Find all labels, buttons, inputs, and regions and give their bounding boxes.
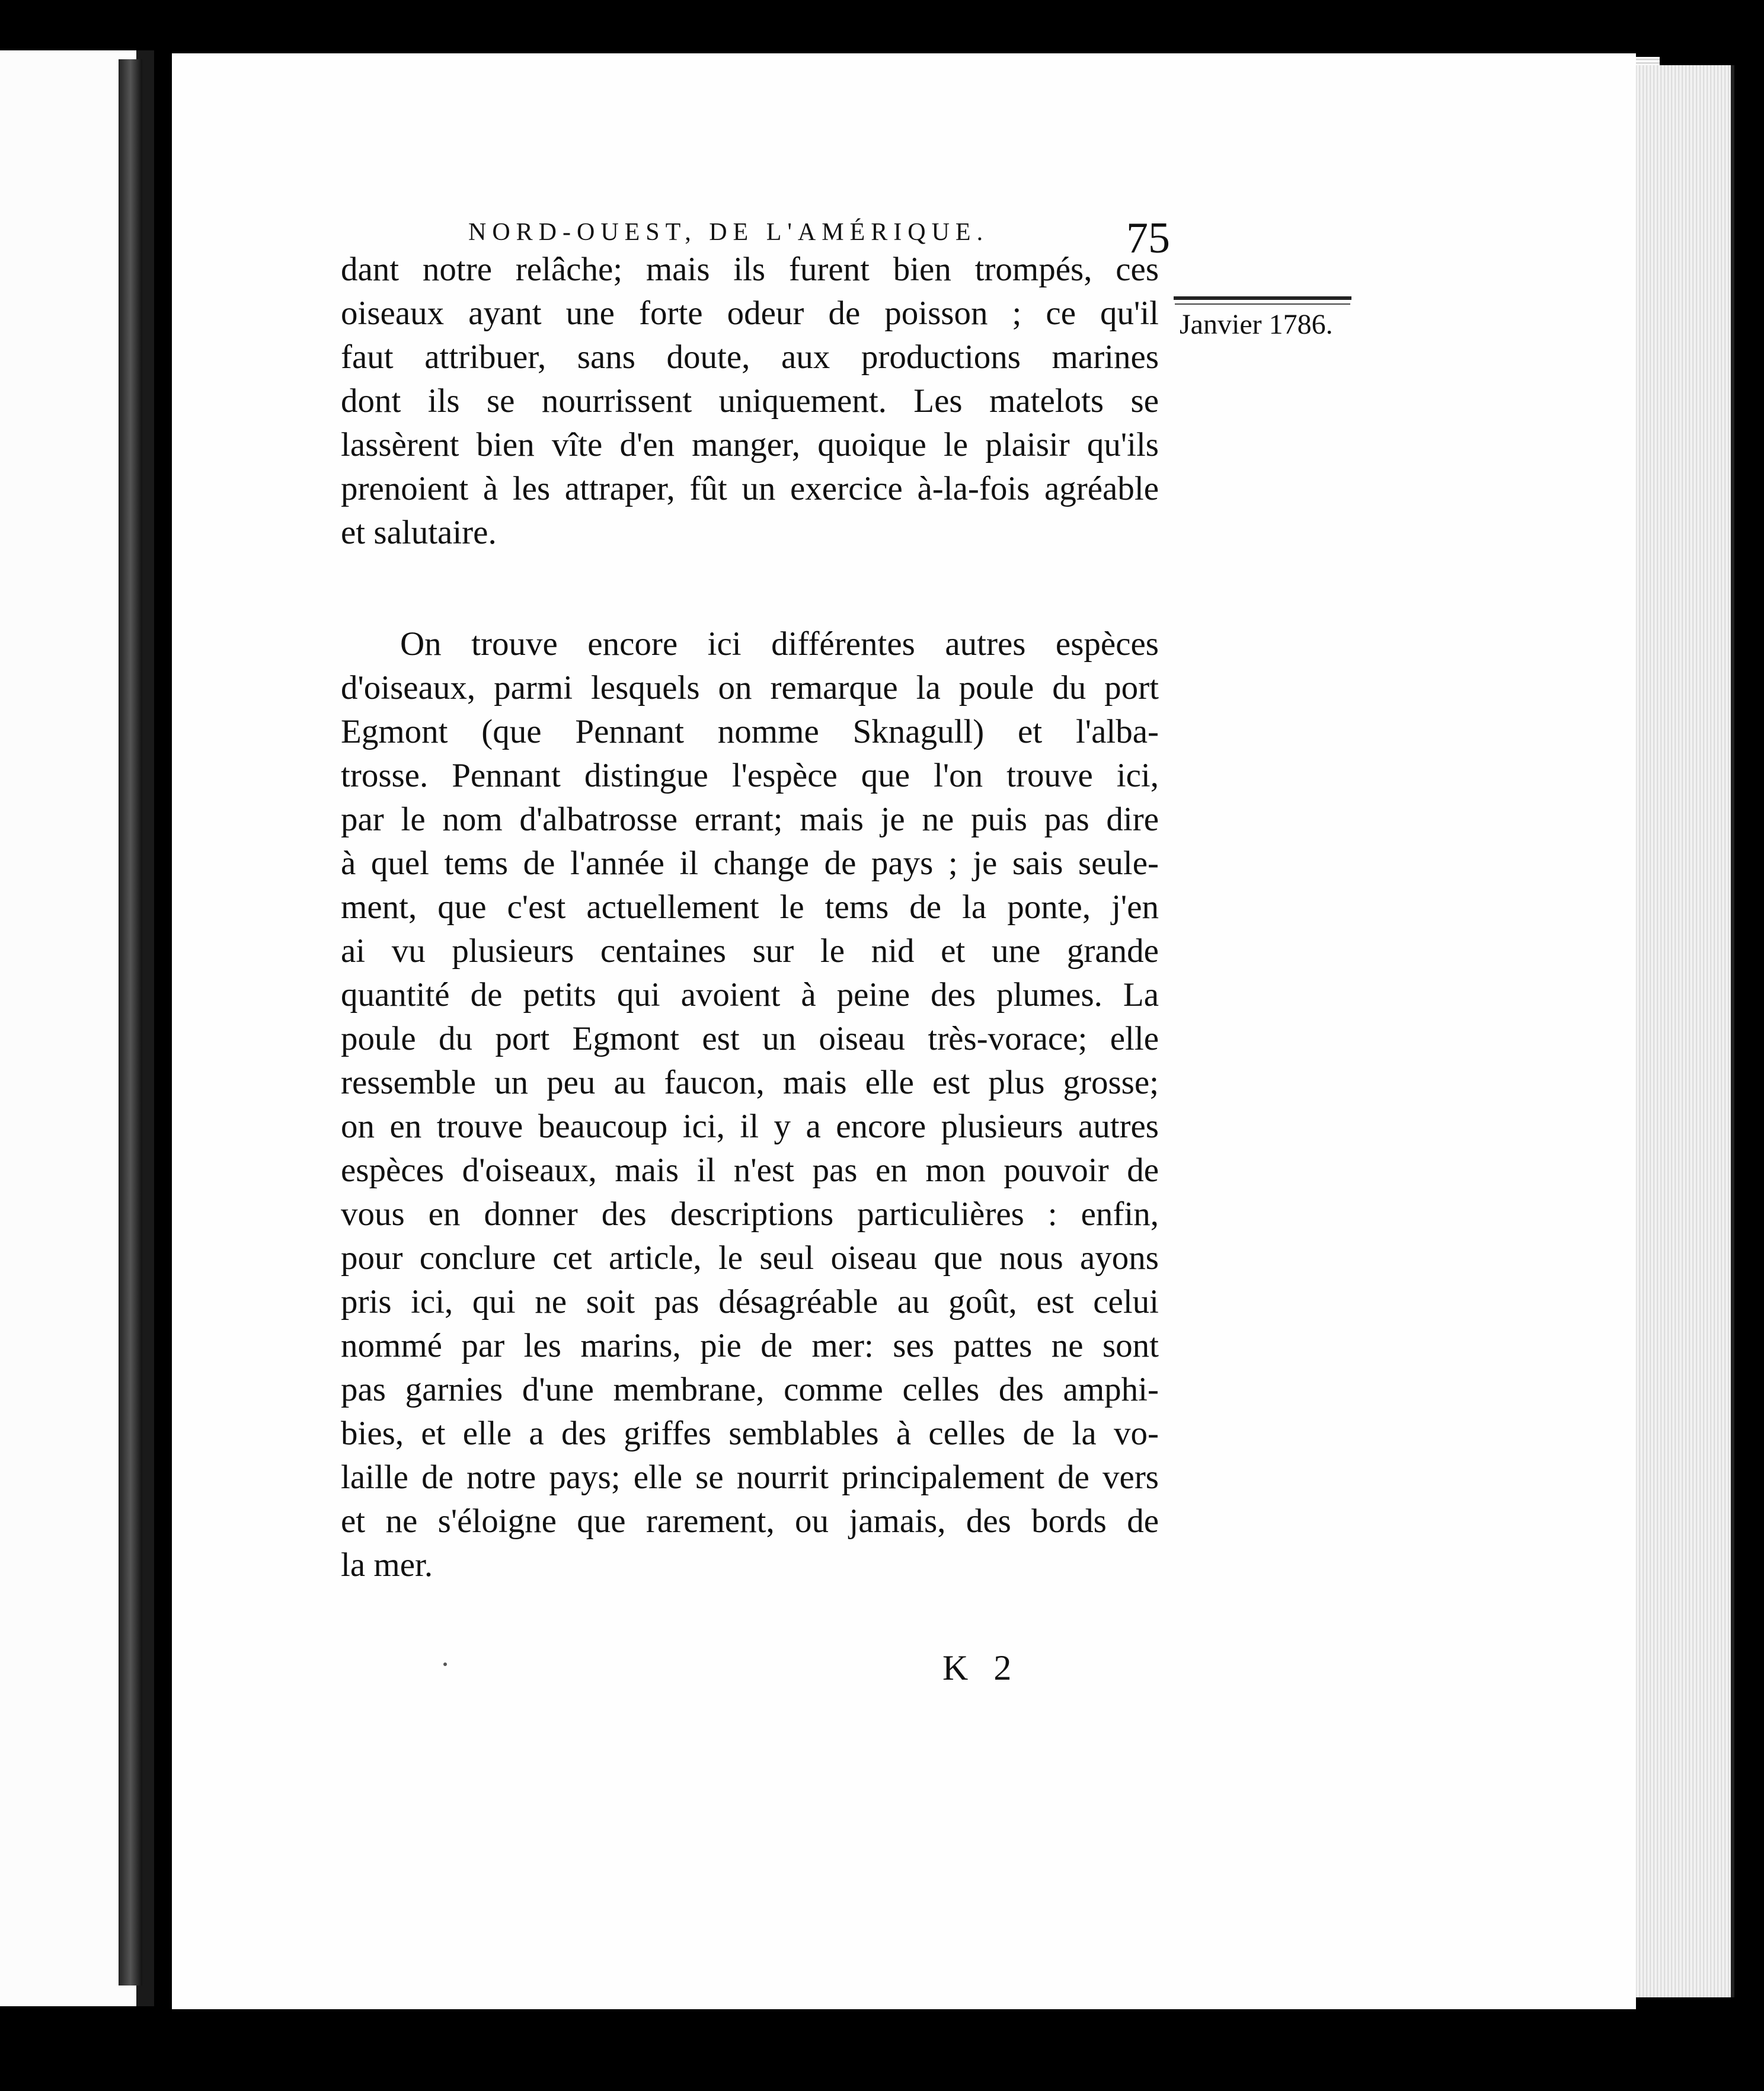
paragraph-2 [341,622,1159,1587]
text-line: on en trouve beaucoup ici, il y a encore plusieurs autres [341,1108,1159,1145]
text-line: bies, et elle a des griffes semblables à celles de la vo- [341,1415,1159,1452]
text-line: quantité de petits qui avoient à peine des plumes. La [341,976,1159,1013]
margin-rule [1174,296,1351,300]
margin-date-note: Janvier 1786. [1180,309,1333,340]
text-line: faut attribuer, sans doute, aux productions marines [341,338,1159,376]
text-line: la mer. [341,1546,433,1584]
text-line: espèces d'oiseaux, mais il n'est pas en mon pouvoir de [341,1152,1159,1189]
text-line: ressemble un peu au faucon, mais elle est plus grosse; [341,1064,1159,1101]
text-line: prenoient à les attraper, fût un exercice à-la-fois agréable [341,470,1159,507]
text-line: Egmont (que Pennant nomme Sknagull) et l'alba- [341,713,1159,750]
text-line: pris ici, qui ne soit pas désagréable au goût, est celui [341,1283,1159,1321]
text-line: dant notre relâche; mais ils furent bien trompés, ces [341,251,1159,288]
paragraph-1 [341,248,1159,555]
text-line: à quel tems de l'année il change de pays ; je sais seule- [341,845,1159,882]
text-line: lassèrent bien vîte d'en manger, quoique le plaisir qu'ils [341,426,1159,463]
text-line: et salutaire. [341,514,497,551]
text-line: oiseaux ayant une forte odeur de poisson ; ce qu'il [341,295,1159,332]
page-number: 75 [1126,214,1170,263]
text-line: et ne s'éloigne que rarement, ou jamais, des bords de [341,1502,1159,1540]
text-line: trosse. Pennant distingue l'espèce que l'on trouve ici, [341,757,1159,794]
text-line: pour conclure cet article, le seul oiseau que nous ayons [341,1239,1159,1277]
text-line: laille de notre pays; elle se nourrit principalement de vers [341,1459,1159,1496]
text-line: ai vu plusieurs centaines sur le nid et une grande [341,932,1159,970]
text-line: vous en donner des descriptions particulières : enfin, [341,1195,1159,1233]
text-line: par le nom d'albatrosse errant; mais je ne puis pas dire [341,801,1159,838]
text-line: poule du port Egmont est un oiseau très-vorace; elle [341,1020,1159,1057]
running-title: NORD-OUEST, DE L'AMÉRIQUE. [468,219,989,246]
book-gutter [119,59,142,1986]
text-line: dont ils se nourrissent uniquement. Les matelots se [341,382,1159,420]
text-line: nommé par les marins, pie de mer: ses pattes ne sont [341,1327,1159,1364]
text-line: d'oiseaux, parmi lesquels on remarque la poule du port [341,669,1159,706]
print-dot [443,1662,447,1666]
signature-mark: K 2 [942,1648,1020,1687]
text-line: On trouve encore ici différentes autres espèces [400,625,1159,663]
text-line: pas garnies d'une membrane, comme celles des amphi- [341,1371,1159,1408]
text-line: ment, que c'est actuellement le tems de la ponte, j'en [341,888,1159,926]
